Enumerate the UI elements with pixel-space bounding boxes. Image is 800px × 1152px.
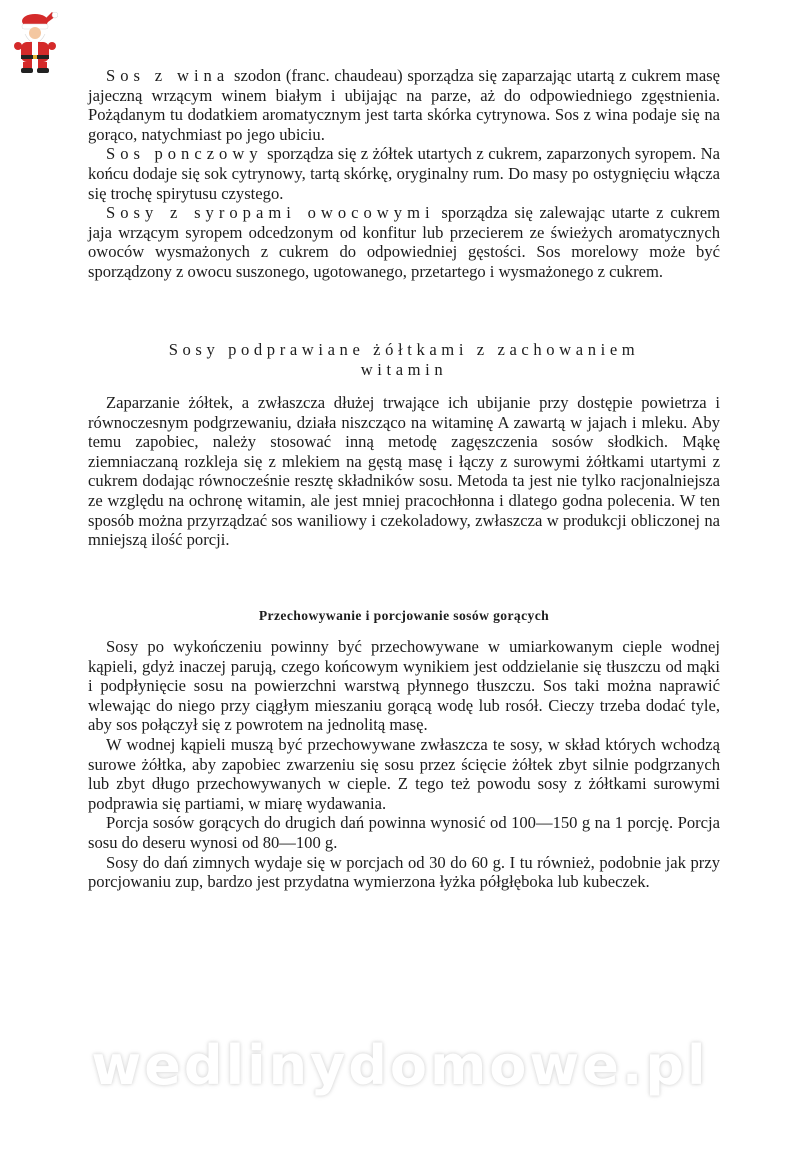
section-heading-yolk-sauces: Sosy podprawiane żółtkami z zachowaniem xyxy=(168,340,640,359)
paragraph-wine-sauce: Sos z wina szodon (franc. chaudeau) sporządza się zaparzając utartą z cukrem masę jajeczną wrzącym winem białym i ubijając na parze, aż do odpowiedniego zgęstnienia. Pożądanym tu dodatkiem aromatycznym jest tarta skórka cytrynowa. Sos z wina podaje się na gorąco, natychmiast po jego ubiciu. xyxy=(88,66,721,144)
term-wine-sauce: Sos z wina xyxy=(106,66,230,85)
santa-claus-icon xyxy=(12,12,58,74)
paragraph-punch-sauce: Sos ponczowy sporządza się z żółtek utartych z cukrem, zaparzonych syropem. Na końcu dodaje się sok cytrynowy, tartą skórkę, oryginalny rum. Do masy po ostygnięciu włącza się trochę spirytusu czystego. xyxy=(88,144,720,203)
paragraph-hot-sauce-portions: Porcja sosów gorących do drugich dań powinna wynosić od 100—150 g na 1 porcję. Porcja sosu do deseru wynosi od 80—100 g. xyxy=(88,813,720,852)
watermark: wedlinydomowe.pl xyxy=(91,1034,709,1097)
paragraph-cold-sauce-portions: Sosy do dań zimnych wydaje się w porcjach od 30 do 60 g. I tu również, podobnie jak przy porcjowaniu zup, bardzo jest przydatna wymierzona łyżka półgłęboka lub kubeczek. xyxy=(88,852,720,892)
paragraph-vitamin-preservation: Zaparzanie żółtek, a zwłaszcza dłużej trwające ich ubijanie przy dostępie powietrza i równoczesnym podgrzewaniu, działa niszcząco na witaminę A zawartą w jajach i mleku. Aby temu zapobiec, należy stosować inną metodę zagęszczenia sosów słodkich. Mąkę ziemniaczaną rozkleja się z mlekiem na gęstą masę i łączy z surowymi żółtkami utartymi z cukrem dodając równocześnie resztę składników sosu. Metoda ta jest nie tylko racjonalniejsza ze względu na ochronę witamin, ale jest mniej pracochłonna i dlatego godna polecenia. W ten sposób można przyrządzać sos waniliowy i czekoladowy, zwłaszcza w produkcji obliczonej na mniejszą ilość porcji. xyxy=(88,393,720,550)
paragraph-storage-water-bath: Sosy po wykończeniu powinny być przechowywane w umiarkowanym cieple wodnej kąpieli, gdyż inaczej parują, czego końcowym wynikiem jest oddzielanie się tłuszczu od mąki i podpłynięcie sosu na powierzchni warstwą płynnego tłuszczu. Sos taki można naprawić wlewając do niego przy ciągłym mieszaniu gorącą wodę lub rosół. Cieczy trzeba dodać tyle, aby sos połączył się z powrotem na jednolitą masę. xyxy=(88,637,720,735)
section-heading-storage: Przechowywanie i porcjowanie sosów gorących xyxy=(258,608,550,623)
paragraph-raw-yolk-sauces: W wodnej kąpieli muszą być przechowywane zwłaszcza te sosy, w skład których wchodzą surowe żółtka, aby zapobiec zwarzeniu się sosu przez ścięcie żółtek zbyt silnie podgrzanych lub zbyt długo przechowywanych w cieple. Z tego też powodu sosy z żółtkami surowymi podprawia się partiami, w miarę wydawania. xyxy=(88,734,720,813)
section-storage xyxy=(88,637,720,892)
section-heading-yolk-sauces-line2: witamin xyxy=(360,360,448,379)
term-punch-sauce: Sos ponczowy xyxy=(106,144,263,164)
paragraph-fruit-syrup-sauces: Sosy z syropami owocowymi sporządza się zalewając utarte z cukrem jaja wrzącym syropem odcedzonym od konfitur lub przecierem ze świeżych aromatycznych owoców wysmażonych z cukrem do odpowiedniej gęstości. Sos morelowy może być sporządzony z owocu suszonego, ugotowanego, przetartego i wysmażonego z cukrem. xyxy=(88,203,720,281)
term-fruit-syrup-sauces: Sosy z syropami owocowymi xyxy=(106,203,435,223)
section-sweet-sauces xyxy=(88,66,720,282)
section-yolk-sauces xyxy=(88,393,720,550)
